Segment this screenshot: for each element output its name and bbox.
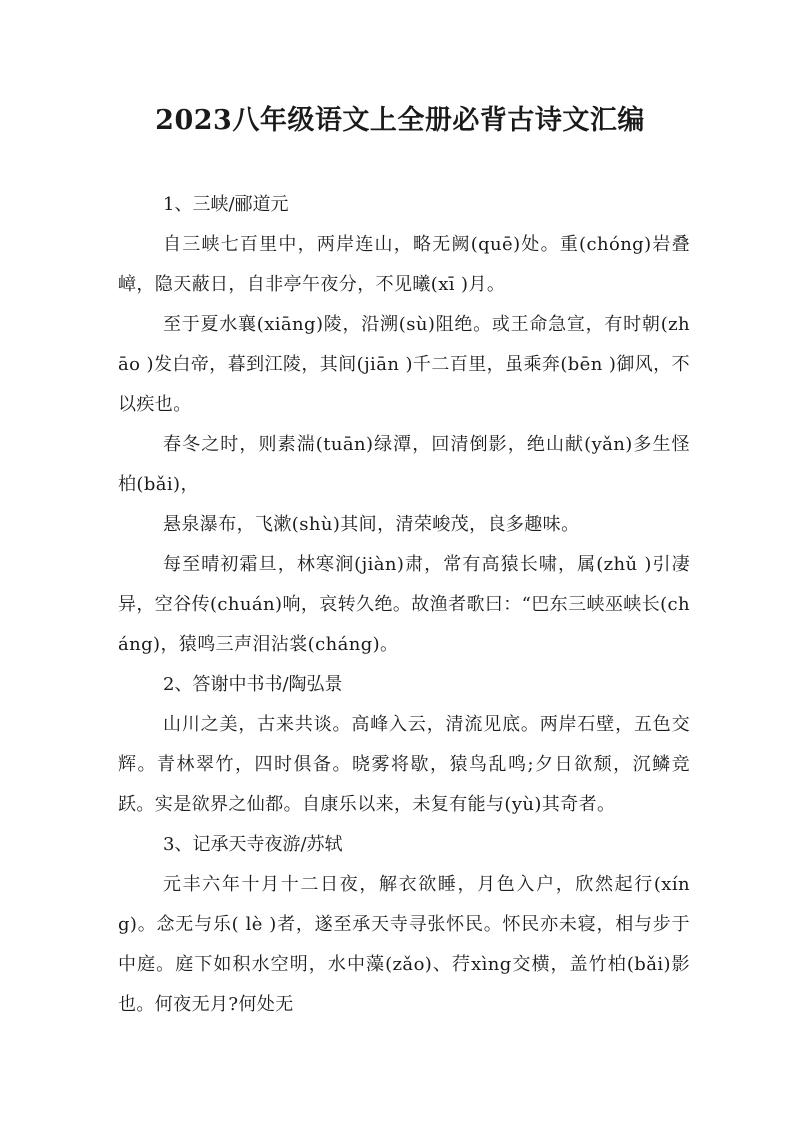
paragraph: 自三峡七百里中，两岸连山，略无阙(quē)处。重(chóng)岩叠嶂，隐天蔽日，自非亭午夜分，不见曦(xī )月。 [118,234,690,295]
paragraph: 元丰六年十月十二日夜，解衣欲睡，月色入户，欣然起行(xíng)。念无与乐( lè )者，遂至承天寺寻张怀民。怀民亦未寝，相与步于中庭。庭下如积水空明，水中藻(zǎo)、荇xìng交横，盖竹柏(bǎi)影也。何夜无月?何处无 [118,874,690,1015]
section-heading: 2、答谢中书书/陶弘景 [163,674,343,695]
document-body [118,185,690,1025]
section-heading: 1、三峡/郦道元 [163,194,289,215]
paragraph: 春冬之时，则素湍(tuān)绿潭，回清倒影，绝山献(yǎn)多生怪柏(bǎi)， [118,434,690,495]
paragraph: 至于夏水襄(xiāng)陵，沿溯(sù)阻绝。或王命急宣，有时朝(zhāo )发白帝，暮到江陵，其间(jiān )千二百里，虽乘奔(bēn )御风，不以疾也。 [118,314,690,415]
paragraph: 山川之美，古来共谈。高峰入云，清流见底。两岸石壁，五色交辉。青林翠竹，四时俱备。晓雾将歇，猿鸟乱鸣;夕日欲颓，沉鳞竞跃。实是欲界之仙都。自康乐以来，未复有能与(yù)其奇者。 [118,714,690,815]
document-title: 2023八年级语文上全册必背古诗文汇编 [155,105,645,136]
section-heading: 3、记承天寺夜游/苏轼 [163,834,343,855]
paragraph: 悬泉瀑布，飞漱(shù)其间，清荣峻茂，良多趣味。 [163,514,580,535]
paragraph: 每至晴初霜旦，林寒涧(jiàn)肃，常有高猿长啸，属(zhǔ )引凄异，空谷传(chuán)响，哀转久绝。故渔者歌曰：“巴东三峡巫峡长(cháng)，猿鸣三声泪沾裳(cháng)。 [118,554,690,655]
